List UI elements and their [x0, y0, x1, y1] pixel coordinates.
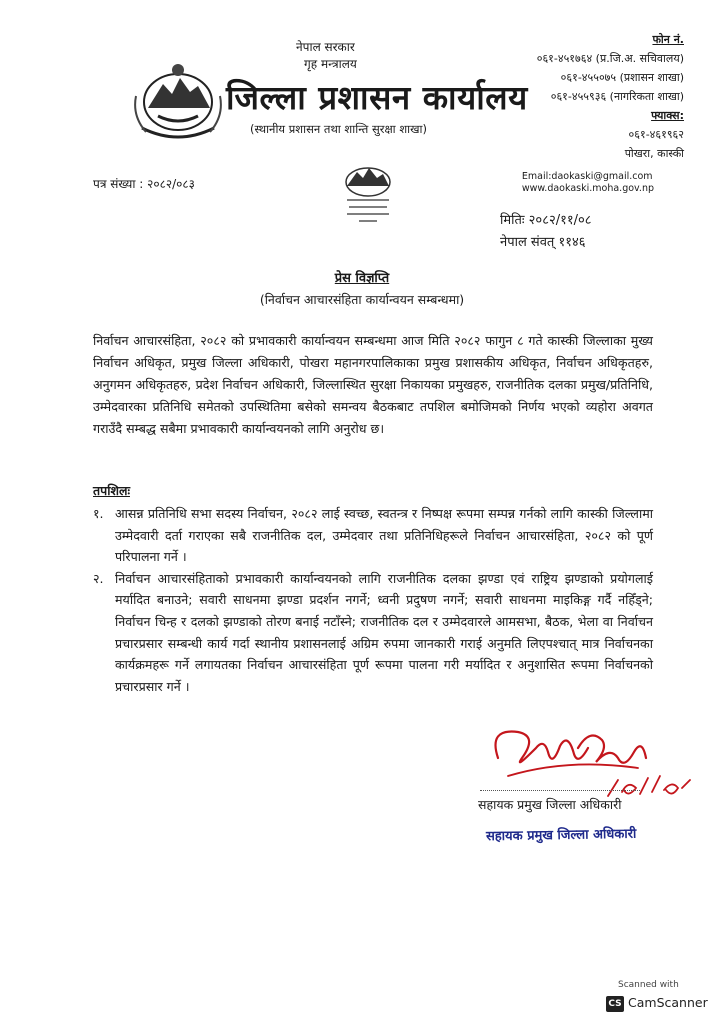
list-item-text: आसन्न प्रतिनिधि सभा सदस्य निर्वाचन, २०८२ लाई स्वच्छ, स्वतन्त्र र निष्पक्ष रूपमा सम्पन्न गर्नको लागि कास्की जिल्लामा उम्मेदवारी दर्ता गराएका सबै राजनीतिक दल, उम्मेदवार तथा प्रतिनिधिहरूले निर्वाचन आचारसंहिता, २०८२ को पूर्ण परिपालना गर्ने ।: [115, 506, 653, 565]
designation-stamp: सहायक प्रमुख जिल्ला अधिकारी: [485, 826, 637, 845]
phone-label: फोन नं.: [652, 33, 684, 46]
fax-number: ०६१-४६१९६२: [628, 128, 684, 141]
website-url: www.daokaski.moha.gov.np: [521, 183, 654, 194]
list-item-text: निर्वाचन आचारसंहिताको प्रभावकारी कार्यान्वयनको लागि राजनीतिक दलका झण्डा एवं राष्ट्रिय झण्डाको प्रयोगलाई मर्यादित बनाउने; सवारी साधनमा झण्डा प्रदर्शन नगर्ने; ध्वनी प्रदुषण नगर्ने; सवारी साधनमा माइकिङ्ग गर्दै नहिँड्ने; निर्वाचन चिन्ह र दलको झण्डाको तोरण बनाई नटाँस्ने; राजनीतिक दल र उम्मेदवारले आमसभा, बैठक, भेला वा निर्वाचन प्रचारप्रसार सम्बन्धी कार्य गर्दा स्थानीय प्रशासनलाई अग्रिम रुपमा जानकारी गराई अनुमति लिएपश्चात् मात्र निर्वाचनका कार्यक्रमहरू गर्ने लगायतका निर्वाचन आचारसंहिता पूर्ण रूपमा पालना गरी मर्यादित र अनुशासित रूपमा निर्वाचनको प्रचारप्रसार गर्ने ।: [115, 570, 653, 694]
date-block: [500, 210, 592, 254]
phone-number: ०६१-४५१७६४ (प्र.जि.अ. सचिवालय): [536, 52, 684, 65]
email-address: Email:daokaski@gmail.com: [521, 171, 653, 182]
letter-date: मितिः २०८२/११/०८: [500, 213, 592, 228]
ministry-name: गृह मन्त्रालय: [304, 57, 357, 71]
email-block: [522, 171, 654, 195]
government-name: नेपाल सरकार: [296, 40, 355, 54]
office-title: जिल्ला प्रशासन कार्यालय: [226, 78, 528, 117]
nepal-emblem-icon: [128, 56, 228, 144]
list-item: [93, 503, 653, 568]
section-name: (स्थानीय प्रशासन तथा शान्ति सुरक्षा शाखा): [250, 122, 427, 136]
press-release-subtitle: (निर्वाचन आचारसंहिता कार्यान्वयन सम्बन्धमा): [259, 292, 465, 307]
details-label: तपशिलः: [93, 483, 130, 498]
camscanner-watermark: [604, 978, 716, 1018]
fax-label: फ्याक्स:: [651, 109, 684, 122]
list-item: [93, 568, 653, 698]
office-location: पोखरा, कास्की: [624, 147, 684, 160]
signature-line: [480, 790, 640, 791]
handwritten-signature: [478, 718, 698, 808]
press-release-title: प्रेस विज्ञप्ति: [334, 271, 390, 286]
office-seal-icon: [325, 160, 405, 230]
watermark-brand: CamScanner: [628, 995, 708, 1010]
watermark-scanned-with: Scanned with: [618, 980, 679, 990]
signatory-designation: सहायक प्रमुख जिल्ला अधिकारी: [478, 797, 622, 812]
letter-number: पत्र संख्या : २०८२/०८३: [93, 177, 195, 191]
list-item-number: २.: [93, 570, 104, 586]
nepal-sambat: नेपाल संवत् ११४६: [500, 235, 586, 250]
list-item-number: १.: [93, 506, 104, 521]
main-paragraph: निर्वाचन आचारसंहिता, २०८२ को प्रभावकारी कार्यान्वयन सम्बन्धमा आज मिति २०८२ फागुन ८ गते कास्की जिल्लाका मुख्य निर्वाचन अधिकृत, प्रमुख जिल्ला अधिकारी, पोखरा महानगरपालिकाका प्रमुख प्रशासकीय अधिकृत, निर्वाचन अधिकृतहरु, अनुगमन अधिकृतहरु, प्रदेश निर्वाचन अधिकारी, जिल्लास्थित सुरक्षा निकायका प्रमुखहरु, राजनीतिक दलका प्रमुख/प्रतिनिधि, उम्मेदवारका प्रतिनिधि समेतको उपस्थितिमा बसेको समन्वय बैठकबाट तपशिल बमोजिमको निर्णय भएको व्यहोरा अवगत गराउँदै सम्बद्ध सबैमा प्रभावकारी कार्यान्वयनको लागि अनुरोध छ।: [93, 333, 653, 436]
contact-block: [537, 30, 684, 163]
phone-number: ०६१-४५५०७५ (प्रशासन शाखा): [560, 71, 684, 84]
camscanner-logo-icon: CS: [606, 996, 624, 1012]
details-list: [93, 503, 653, 697]
phone-number: ०६१-४५५९३६ (नागरिकता शाखा): [550, 90, 684, 103]
